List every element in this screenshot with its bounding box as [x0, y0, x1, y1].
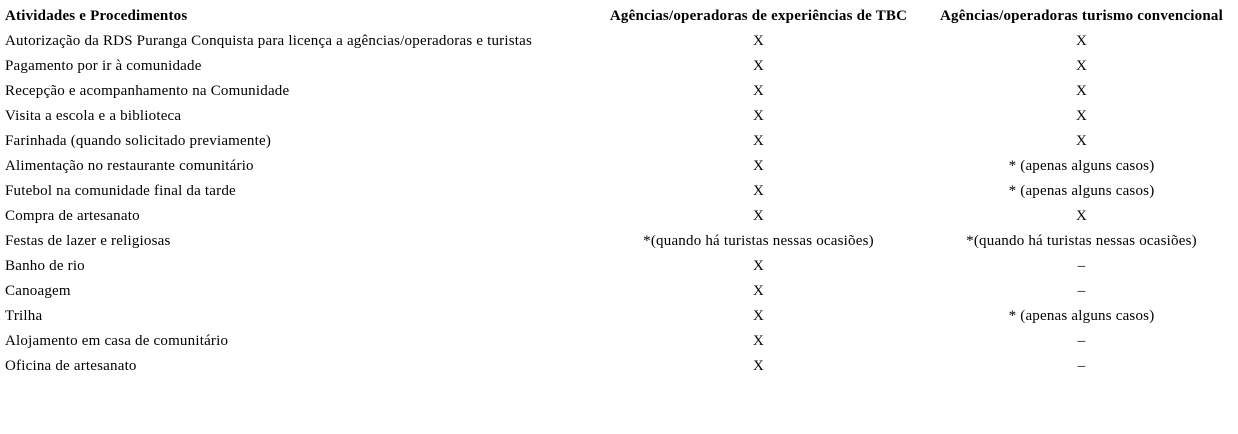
tbc-cell: X — [752, 33, 765, 49]
tbc-cell: X — [752, 158, 765, 174]
table-row — [0, 129, 1238, 154]
activity-cell: Futebol na comunidade final da tarde — [5, 183, 236, 199]
conventional-cell: X — [1075, 58, 1088, 74]
table-row — [0, 54, 1238, 79]
table-row — [0, 79, 1238, 104]
tbc-cell: X — [752, 108, 765, 124]
column-header-conventional-operators: Agências/operadoras turismo convencional — [940, 8, 1223, 24]
table-row — [0, 29, 1238, 54]
table-row — [0, 354, 1238, 379]
conventional-cell: – — [1077, 283, 1086, 299]
activity-cell: Farinhada (quando solicitado previamente) — [5, 133, 272, 149]
conventional-cell: X — [1075, 83, 1088, 99]
conventional-cell: – — [1077, 333, 1086, 349]
table-row — [0, 229, 1238, 254]
conventional-cell: X — [1075, 133, 1088, 149]
conventional-cell: * (apenas alguns casos) — [1008, 308, 1155, 324]
tbc-cell: *(quando há turistas nessas ocasiões) — [643, 233, 874, 249]
activity-cell: Alimentação no restaurante comunitário — [5, 158, 254, 174]
table-row — [0, 204, 1238, 229]
conventional-cell: – — [1077, 358, 1086, 374]
column-header-tbc-operators: Agências/operadoras de experiências de TBC — [609, 8, 908, 24]
tbc-cell: X — [752, 208, 765, 224]
conventional-cell: * (apenas alguns casos) — [1008, 158, 1155, 174]
tbc-cell: X — [752, 83, 765, 99]
activity-cell: Oficina de artesanato — [5, 358, 137, 374]
activity-cell: Visita a escola e a biblioteca — [5, 108, 182, 124]
activity-cell: Autorização da RDS Puranga Conquista para licença a agências/operadoras e turistas — [5, 33, 533, 49]
conventional-cell: X — [1075, 33, 1088, 49]
activities-table — [0, 4, 1238, 379]
tbc-cell: X — [752, 58, 765, 74]
conventional-cell: * (apenas alguns casos) — [1008, 183, 1155, 199]
activity-cell: Pagamento por ir à comunidade — [5, 58, 202, 74]
tbc-cell: X — [752, 258, 765, 274]
activity-cell: Banho de rio — [5, 258, 85, 274]
activity-cell: Festas de lazer e religiosas — [5, 233, 171, 249]
tbc-cell: X — [752, 333, 765, 349]
activity-cell: Canoagem — [5, 283, 71, 299]
tbc-cell: X — [752, 133, 765, 149]
tbc-cell: X — [752, 308, 765, 324]
activity-cell: Alojamento em casa de comunitário — [5, 333, 229, 349]
tbc-cell: X — [752, 283, 765, 299]
conventional-cell: X — [1075, 208, 1088, 224]
tbc-cell: X — [752, 183, 765, 199]
table-row — [0, 104, 1238, 129]
conventional-cell: – — [1077, 258, 1086, 274]
activity-cell: Recepção e acompanhamento na Comunidade — [5, 83, 290, 99]
conventional-cell: *(quando há turistas nessas ocasiões) — [966, 233, 1197, 249]
table-row — [0, 179, 1238, 204]
tbc-cell: X — [752, 358, 765, 374]
activity-cell: Trilha — [5, 308, 43, 324]
table-row — [0, 254, 1238, 279]
table-row — [0, 304, 1238, 329]
table-row — [0, 154, 1238, 179]
table-row — [0, 279, 1238, 304]
table-header-row — [0, 4, 1238, 29]
conventional-cell: X — [1075, 108, 1088, 124]
table-row — [0, 329, 1238, 354]
activity-cell: Compra de artesanato — [5, 208, 140, 224]
column-header-activities: Atividades e Procedimentos — [5, 8, 188, 24]
